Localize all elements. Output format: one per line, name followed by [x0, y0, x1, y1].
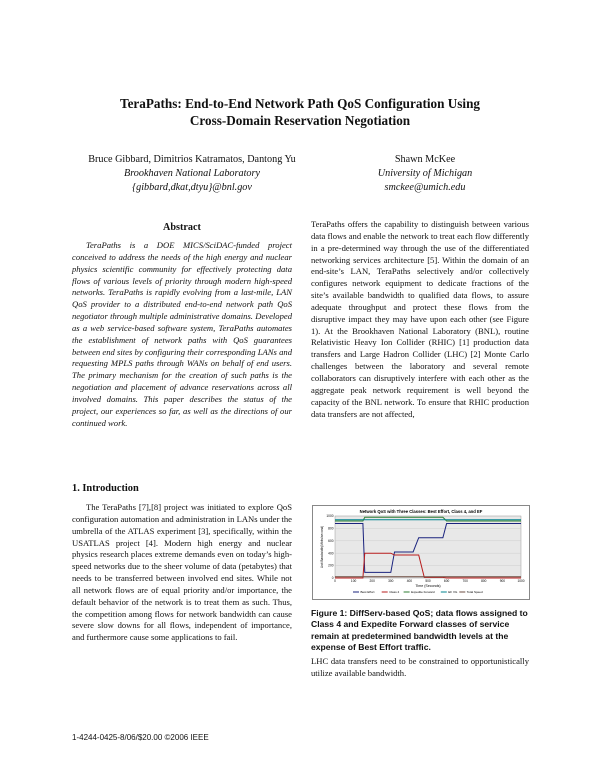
- x-tick-label: 500: [425, 579, 431, 583]
- figure-caption: Figure 1: DiffServ-based QoS; data flows assigned to Class 4 and Expedite Forward classes of service remain at predetermined bandwidth levels at the expense of Best Effort traffic.: [311, 608, 528, 652]
- x-tick-label: 200: [369, 579, 375, 583]
- right-column-text: [311, 219, 529, 420]
- abstract-heading: Abstract: [163, 222, 201, 233]
- y-tick-label: 0: [331, 576, 334, 581]
- x-tick-label: 400: [406, 579, 413, 583]
- author-email: {gibbard,dkat,dtyu}@bnl.gov: [132, 182, 252, 193]
- x-axis-label: Time (Seconds): [415, 584, 441, 588]
- x-tick-label: 0: [334, 579, 336, 583]
- y-tick-label: 400: [328, 551, 334, 556]
- after-figure-text: [311, 656, 529, 680]
- copyright-footer: 1-4244-0425-8/06/$20.00 ©2006 IEEE: [72, 733, 209, 742]
- legend-label: Class 4: [389, 590, 400, 594]
- intro-text: [72, 502, 292, 644]
- x-tick-label: 300: [388, 579, 394, 583]
- title-line-1: TeraPaths: End-to-End Network Path QoS Configuration Using: [119, 96, 480, 111]
- abstract-text: [72, 240, 292, 430]
- legend-label: Expedite Forward: [411, 590, 435, 594]
- abstract-paragraph: TeraPaths is a DOE MICS/SciDAC-funded project conceived to address the needs of the high energy and nuclear physics scientific community for effectively protecting data flows of various levels of priority through modern high-speed networks. TeraPaths is rapidly evolving from a last-mile, LAN QoS provider to a distributed end-to-end network path QoS negotiator through multiple administrative domains. Developed as a web service-based software system, TeraPaths automates the establishment of network paths with QoS guarantees between end sites by configuring their corresponding LANs and requesting MPLS paths through WANs on behalf of end users. The primary mechanism for the creation of such paths is the negotiation and placement of advance reservations across all involved domains. This paper describes the status of the project, our experiences so far, as well as the directions of our continued work.: [72, 240, 292, 428]
- x-tick-label: 1000: [517, 579, 525, 583]
- x-tick-label: 700: [462, 579, 468, 583]
- author-email: smckee@umich.edu: [384, 182, 466, 193]
- y-tick-label: 800: [328, 526, 334, 531]
- chart-svg: [313, 506, 529, 599]
- author-affiliation: Brookhaven National Laboratory: [123, 168, 260, 179]
- legend-label: Total Speed: [466, 590, 483, 594]
- chart-title: Network QoS with Three Classes: Best Effort, Class 4, and EF: [359, 509, 483, 514]
- y-tick-label: 1000: [326, 514, 334, 519]
- intro-paragraph: The TeraPaths [7],[8] project was initiated to explore QoS configuration automation and administration in LANs under the umbrella of the ATLAS experiment [3], specifically, within the USATLAS project [4]. Modern high energy and nuclear physics research places extreme demands even on today’s high-speed networks due to the sheer volume of data (petabytes) that needs to be transferred between involved end sites. While not all network flows are of equal priority and/or importance, the default behavior of the network is to treat them as such. Thus, the competition among flows for network bandwidth can cause severe slow downs for all flows, independent of importance, and furthermore cause some applications to fail.: [72, 502, 292, 643]
- author-affiliation: University of Michigan: [377, 168, 473, 179]
- paper-title: [40, 95, 560, 129]
- y-tick-label: 600: [328, 538, 334, 543]
- x-tick-label: 600: [443, 579, 450, 583]
- legend-label: EF VG: [448, 590, 458, 594]
- y-tick-label: 200: [328, 563, 334, 568]
- author-block-left: [62, 153, 322, 195]
- author-block-right: [355, 153, 495, 195]
- right-paragraph: TeraPaths offers the capability to distinguish between various data flows and enable the network to treat each flow differently in a pre-determined way through the use of the differentiated networking services architecture [5]. Within the domain of an end-site’s LAN, TeraPaths selectively and/or collectively configures network equipment to dedicate fractions of the site’s available bandwidth to qualified data flows, to assure adequate throughput and protect these flows from the disruptive impact they may have upon each other (see Figure 1). At the Brookhaven National Laboratory (BNL), routine Relativistic Heavy Ion Collider (RHIC) [1] production data transfers and Large Hadron Collider (LHC) [2] Monte Carlo challenges between the laboratory and several remote collaborators can disruptively interfere with each other as the aggregate peak network requirement is well beyond the capacity of the BNL network. To ensure that RHIC production data transfers are not affected,: [311, 219, 529, 419]
- intro-heading: 1. Introduction: [72, 483, 139, 494]
- figure-1-chart: [312, 505, 530, 600]
- after-figure-paragraph: LHC data transfers need to be constrained to opportunistically utilize available bandwidth.: [311, 656, 529, 678]
- author-names: Shawn McKee: [394, 154, 456, 165]
- x-tick-label: 100: [350, 579, 357, 583]
- legend-label: Best Effort: [360, 590, 375, 594]
- title-line-2: Cross-Domain Reservation Negotiation: [189, 113, 411, 128]
- x-tick-label: 900: [499, 579, 506, 583]
- y-axis-label: Unit Bandwidth(Mbits/second): [320, 525, 324, 569]
- author-names: Bruce Gibbard, Dimitrios Katramatos, Dantong Yu: [88, 154, 296, 165]
- x-tick-label: 800: [481, 579, 487, 583]
